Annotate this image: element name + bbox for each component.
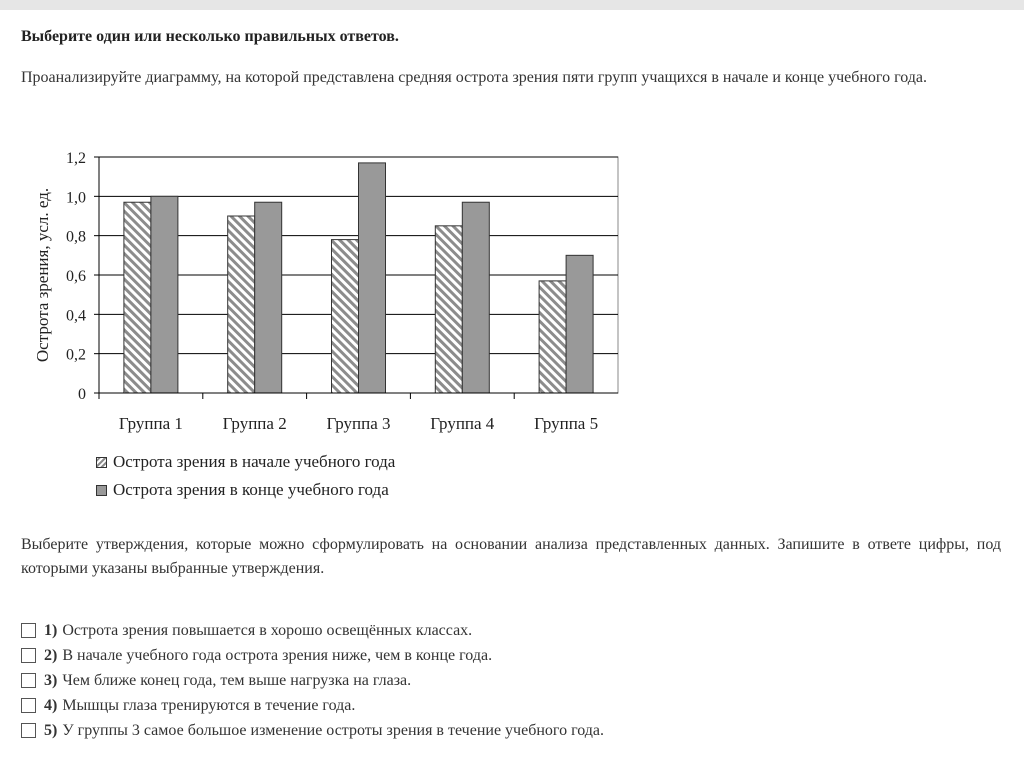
legend-label-end: Острота зрения в конце учебного года xyxy=(113,480,389,499)
bar-start-of-year xyxy=(539,281,566,393)
option-3-checkbox[interactable] xyxy=(21,673,36,688)
x-tick-label: Группа 3 xyxy=(326,414,391,433)
y-tick-label: 0,8 xyxy=(66,228,86,246)
bar-end-of-year xyxy=(462,202,489,393)
bar-start-of-year xyxy=(124,202,151,393)
option-1-number: 1) xyxy=(44,621,58,639)
option-3[interactable] xyxy=(21,668,604,693)
x-tick-label: Группа 5 xyxy=(534,414,599,433)
bar-end-of-year xyxy=(151,196,178,393)
legend-item-start xyxy=(96,448,395,476)
option-4-checkbox[interactable] xyxy=(21,698,36,713)
legend-label-start: Острота зрения в начале учебного года xyxy=(113,452,396,471)
bar-end-of-year xyxy=(359,163,386,393)
y-tick-label: 1,2 xyxy=(66,150,86,167)
task-text: Выберите утверждения, которые можно сформулировать на основании анализа представленных данных. Запишите в ответе цифры, под которыми указаны выбранные утверждения. xyxy=(21,536,1001,577)
bar-end-of-year xyxy=(255,202,282,393)
y-tick-label: 0,4 xyxy=(66,307,86,325)
bar-start-of-year xyxy=(228,216,255,393)
option-5[interactable] xyxy=(21,718,604,743)
top-bar xyxy=(0,0,1024,10)
y-tick-label: 1,0 xyxy=(66,189,86,207)
option-3-number: 3) xyxy=(44,671,58,689)
answer-options xyxy=(21,618,604,743)
x-tick-label: Группа 2 xyxy=(222,414,287,433)
question-intro: Проанализируйте диаграмму, на которой представлена средняя острота зрения пяти групп учащихся в начале и конце учебного года. xyxy=(21,69,928,86)
option-4-text: Мышцы глаза тренируются в течение года. xyxy=(62,696,356,714)
option-2-text: В начале учебного года острота зрения ниже, чем в конце года. xyxy=(62,646,493,664)
option-5-text: У группы 3 самое большое изменение остроты зрения в течение учебного года. xyxy=(62,721,605,739)
x-tick-label: Группа 1 xyxy=(118,414,183,433)
option-3-text: Чем ближе конец года, тем выше нагрузка на глаза. xyxy=(62,671,412,689)
chart-legend xyxy=(96,448,395,504)
x-tick-label: Группа 4 xyxy=(430,414,495,433)
legend-swatch-solid xyxy=(96,485,107,496)
option-5-checkbox[interactable] xyxy=(21,723,36,738)
y-tick-label: 0,2 xyxy=(66,346,86,364)
option-5-number: 5) xyxy=(44,721,58,739)
option-4[interactable] xyxy=(21,693,604,718)
y-tick-label: 0,6 xyxy=(66,268,86,285)
option-1-checkbox[interactable] xyxy=(21,623,36,638)
y-tick-label: 0 xyxy=(78,386,86,403)
bar-end-of-year xyxy=(566,255,593,393)
legend-swatch-hatched xyxy=(96,457,107,468)
option-1-text: Острота зрения повышается в хорошо освещённых классах. xyxy=(62,621,473,639)
bar-start-of-year xyxy=(435,226,462,393)
option-1[interactable] xyxy=(21,618,604,643)
option-2-checkbox[interactable] xyxy=(21,648,36,663)
question-header: Выберите один или несколько правильных ответов. xyxy=(21,28,399,45)
bar-start-of-year xyxy=(332,240,359,393)
legend-item-end xyxy=(96,476,395,504)
bar-chart xyxy=(0,140,640,440)
option-2[interactable] xyxy=(21,643,604,668)
y-axis-label: Острота зрения, усл. ед. xyxy=(33,187,52,363)
option-2-number: 2) xyxy=(44,646,58,664)
option-4-number: 4) xyxy=(44,696,58,714)
